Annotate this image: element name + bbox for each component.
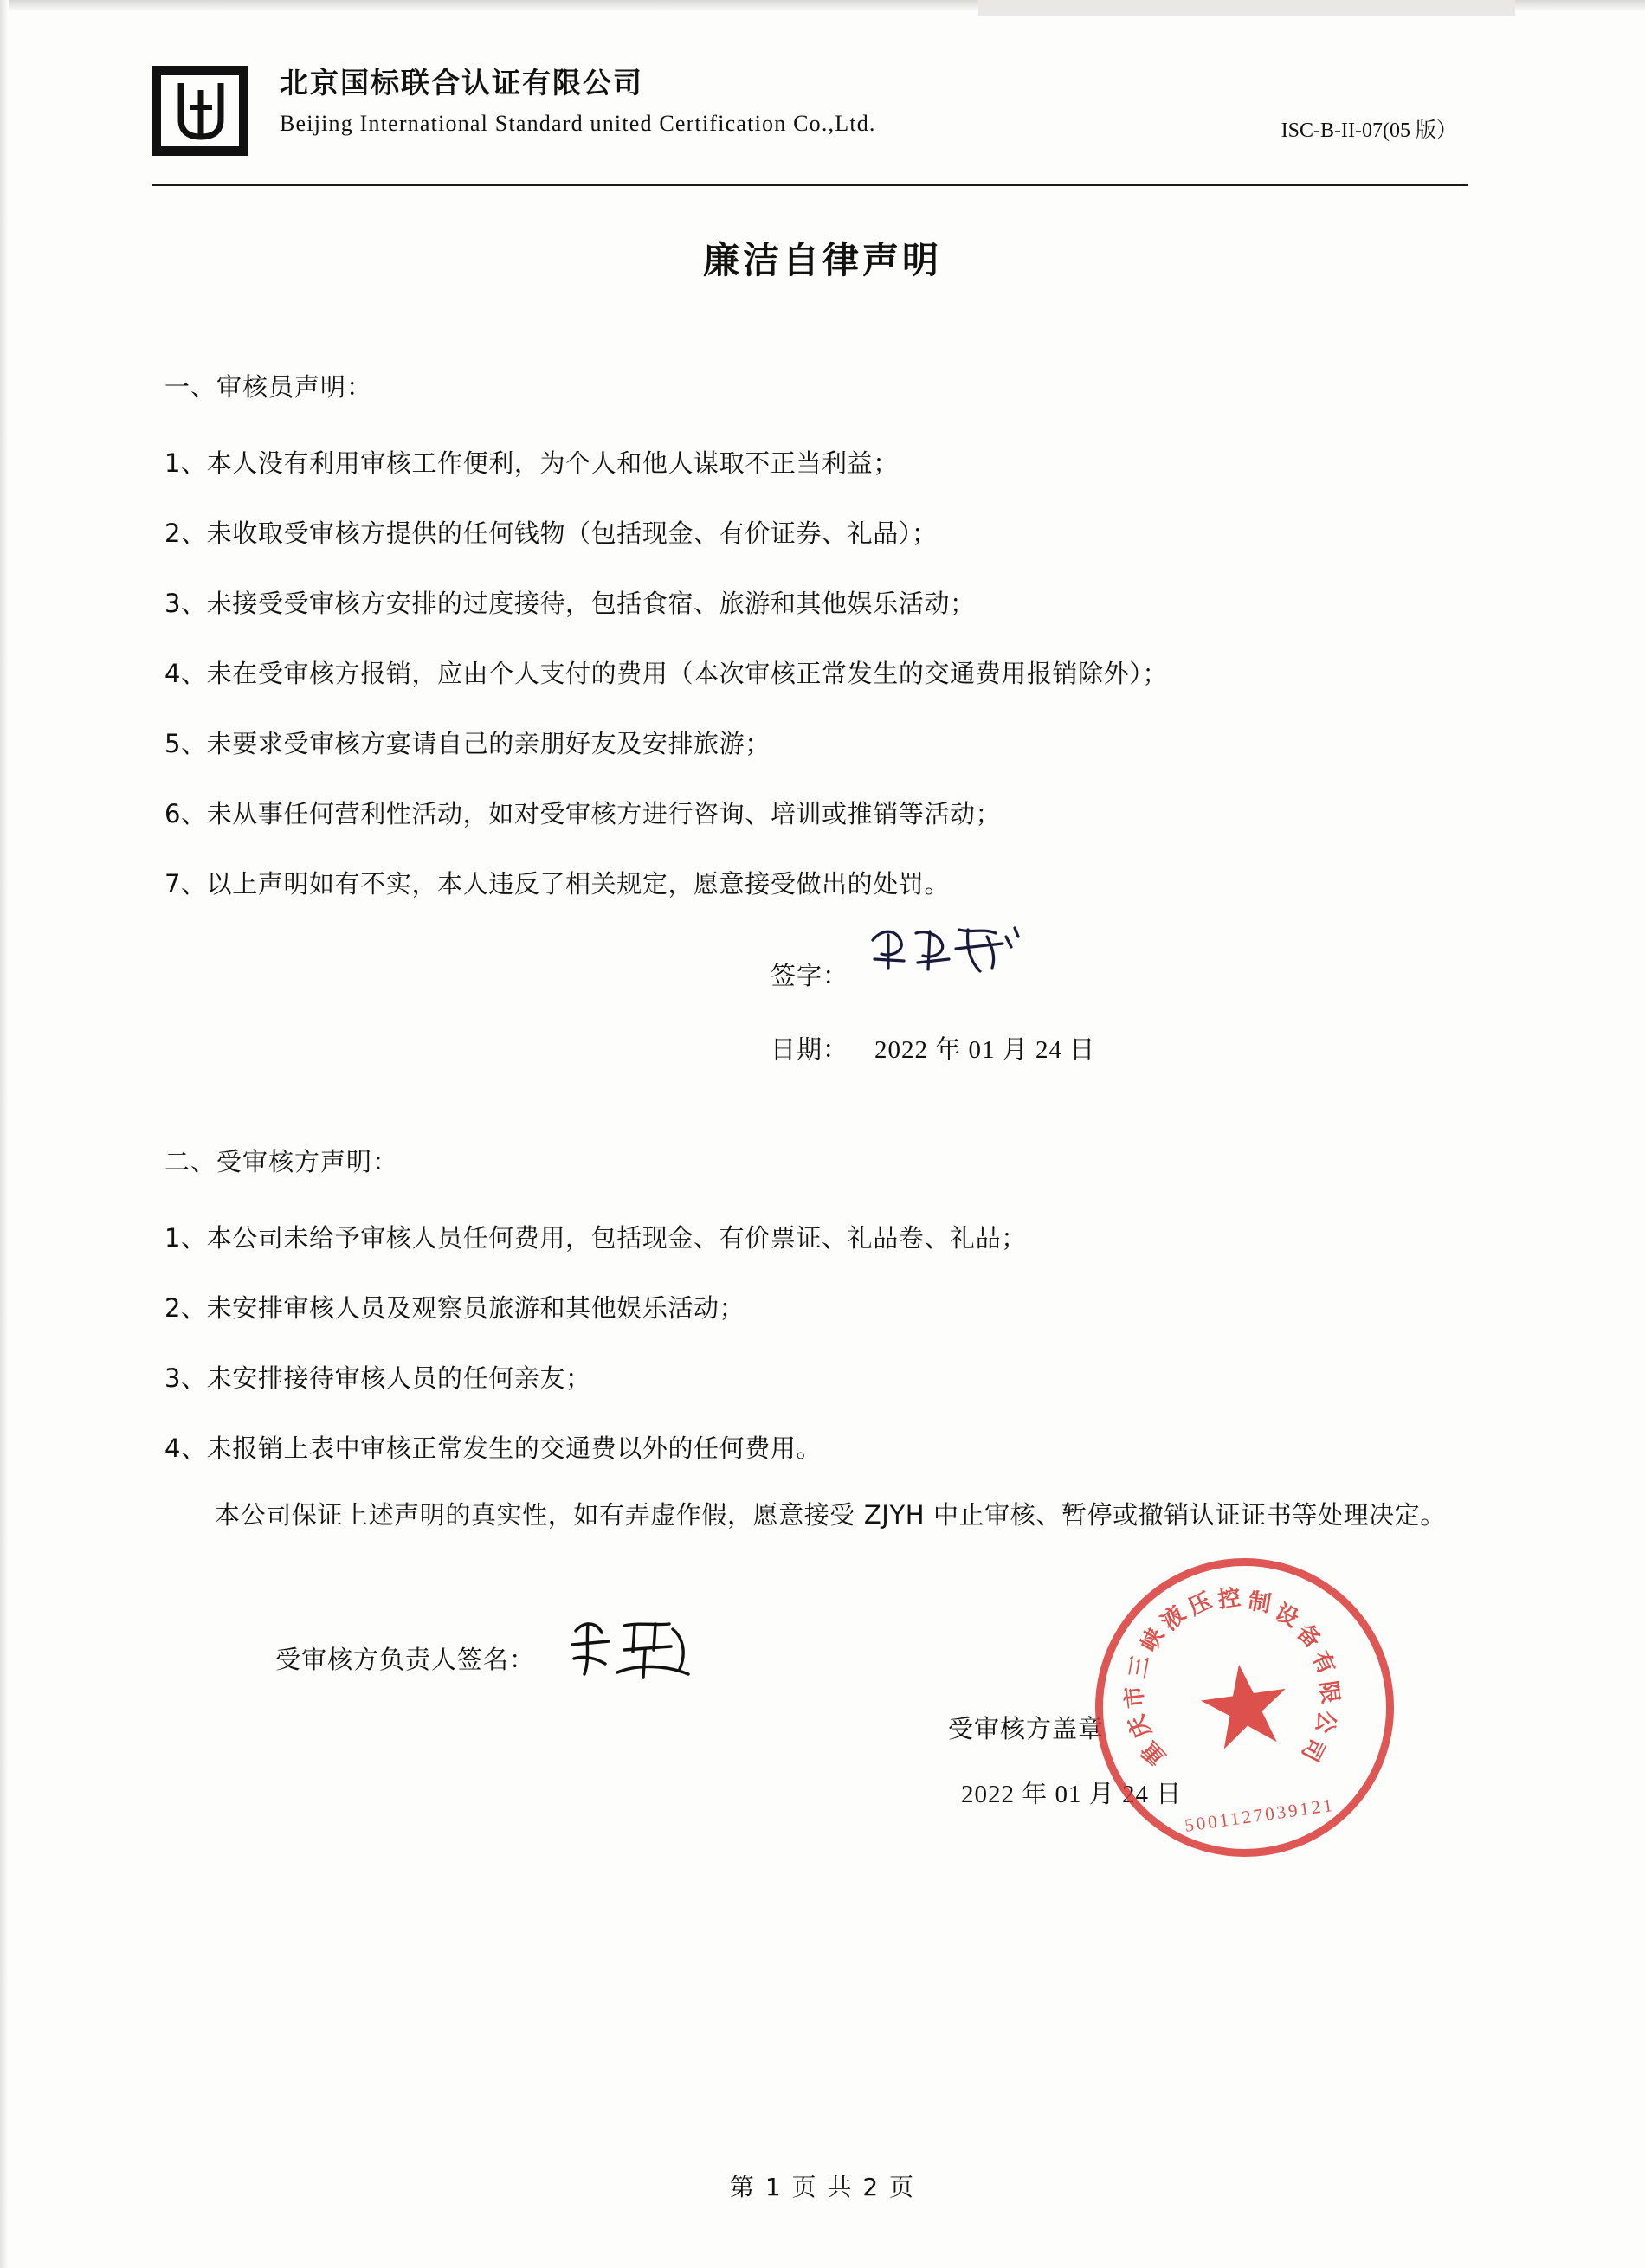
auditee-seal-label: 受审核方盖章 bbox=[948, 1714, 1105, 1743]
page-footer: 第 1 页 共 2 页 bbox=[729, 2173, 916, 2201]
section-two-paragraph bbox=[164, 1487, 1455, 1543]
logo-glyph-icon bbox=[174, 81, 228, 142]
auditor-date-label: 日期： bbox=[771, 1034, 849, 1064]
scan-edge-left bbox=[0, 0, 9, 2268]
seal-ring-char: 司 bbox=[1295, 1733, 1329, 1765]
section-two-paragraph-text: 本公司保证上述声明的真实性，如有弄虚作假，愿意接受 ZJYH 中止审核、暂停或撤销认证证书等处理决定。 bbox=[215, 1500, 1446, 1530]
seal-code: 5001127039121 bbox=[1183, 1794, 1337, 1836]
seal-ring-char: 备 bbox=[1290, 1619, 1326, 1653]
seal-ring-char: 有 bbox=[1306, 1646, 1339, 1678]
seal-ring-char: 制 bbox=[1245, 1588, 1273, 1618]
document-code: ISC-B-II-07(05 版） bbox=[1281, 119, 1457, 142]
seal-ring-char: 控 bbox=[1216, 1584, 1242, 1614]
auditee-signature-mark bbox=[567, 1612, 710, 1690]
seal-ring-char: 庆 bbox=[1123, 1710, 1157, 1742]
auditee-seal-date: 2022 年 01 月 24 日 bbox=[961, 1781, 1183, 1808]
seal-ring-char: 市 bbox=[1120, 1683, 1150, 1710]
section-one-clause-6: 6、未从事任何营利性活动，如对受审核方进行咨询、培训或推销等活动； bbox=[164, 799, 1002, 828]
seal-ring-char: 设 bbox=[1270, 1598, 1303, 1633]
company-name-en: Beijing International Standard united Certification Co.,Ltd. bbox=[280, 111, 876, 136]
auditor-signature-mark bbox=[866, 918, 1030, 987]
section-two-clause-3: 3、未安排接待审核人员的任何亲友； bbox=[164, 1363, 591, 1393]
seal-ring-char: 压 bbox=[1184, 1587, 1216, 1621]
page-title: 廉洁自律声明 bbox=[702, 239, 942, 281]
section-one-clause-4: 4、未在受审核方报销，应由个人支付的费用（本次审核正常发生的交通费用报销除外）； bbox=[164, 659, 1168, 688]
auditor-date-value: 2022 年 01 月 24 日 bbox=[874, 1036, 1096, 1064]
document-header bbox=[152, 61, 1468, 173]
section-one-clause-1: 1、本人没有利用审核工作便利，为个人和他人谋取不正当利益； bbox=[164, 448, 899, 478]
seal-ring-char: 限 bbox=[1313, 1678, 1343, 1705]
company-red-seal-stamp bbox=[1076, 1539, 1414, 1877]
seal-ring-char: 三 bbox=[1124, 1653, 1154, 1680]
section-one-clause-2: 2、未收取受审核方提供的任何钱物（包括现金、有价证券、礼品）； bbox=[164, 519, 938, 548]
header-divider bbox=[152, 184, 1468, 186]
section-one-clause-5: 5、未要求受审核方宴请自己的亲朋好友及安排旅游； bbox=[164, 729, 771, 758]
section-two-clause-2: 2、未安排审核人员及观察员旅游和其他娱乐活动； bbox=[164, 1293, 745, 1323]
seal-ring-char: 液 bbox=[1156, 1601, 1190, 1636]
section-one-clause-3: 3、未接受受审核方安排的过度接待，包括食宿、旅游和其他娱乐活动； bbox=[164, 589, 976, 618]
section-two-heading: 二、受审核方声明： bbox=[164, 1147, 399, 1176]
section-two-clause-1: 1、本公司未给予审核人员任何费用，包括现金、有价票证、礼品卷、礼品； bbox=[164, 1223, 1027, 1253]
section-one-heading: 一、审核员声明： bbox=[164, 372, 373, 402]
auditor-signature-label: 签字： bbox=[771, 961, 849, 990]
auditee-signer-label: 受审核方负责人签名： bbox=[275, 1645, 536, 1674]
scan-edge-notch bbox=[978, 0, 1515, 16]
seal-ring-char: 峡 bbox=[1135, 1623, 1170, 1656]
seal-ring-char: 重 bbox=[1136, 1735, 1171, 1770]
company-name-cn: 北京国标联合认证有限公司 bbox=[280, 66, 643, 100]
seal-ring-char: 公 bbox=[1310, 1708, 1339, 1736]
company-monogram-logo bbox=[152, 66, 255, 159]
section-one-clause-7: 7、以上声明如有不实，本人违反了相关规定，愿意接受做出的处罚。 bbox=[164, 869, 951, 899]
section-two-clause-4: 4、未报销上表中审核正常发生的交通费以外的任何费用。 bbox=[164, 1434, 822, 1463]
